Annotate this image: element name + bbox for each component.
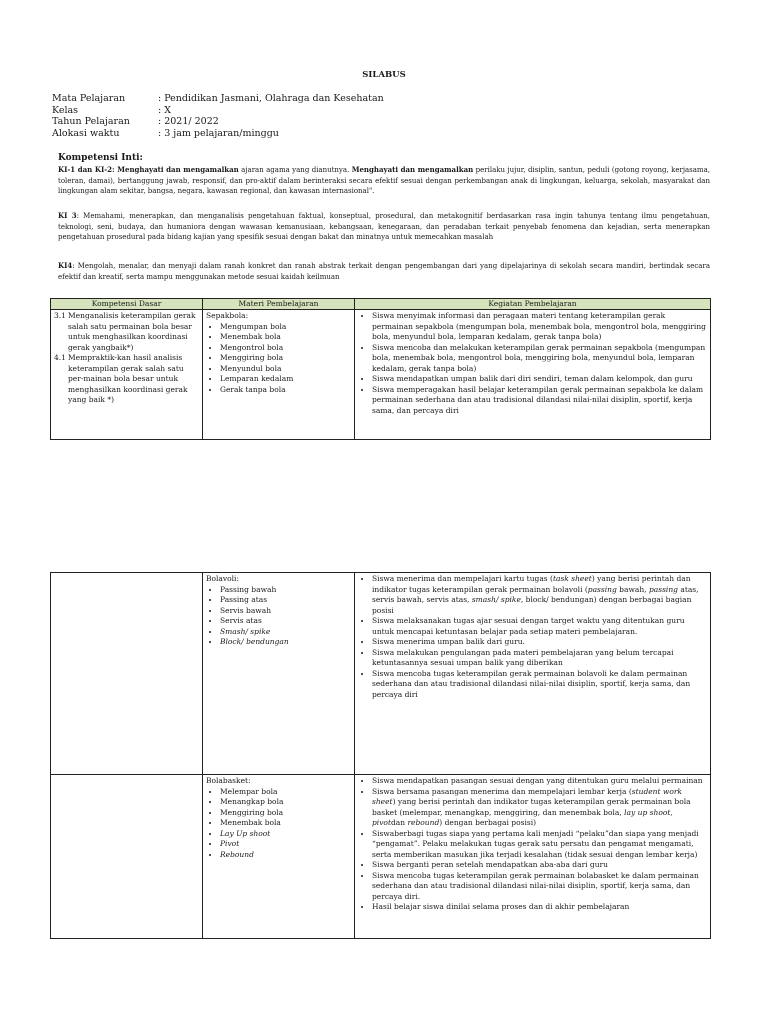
ki12-bold-2: Menghayati dan mengamalkan <box>351 165 474 174</box>
list-item: • Siswa melaksanakan tugas ajar sesuai dengan target waktu yang ditentukan guru untuk mencapai ketuntasan belajar pada setiap materi pembelajaran. <box>372 616 707 637</box>
list-item: • Smash/ spike <box>220 627 351 638</box>
list-item: • Siswa menerima dan mempelajari kartu tugas (task sheet) yang berisi perintah dan indikator tugas keterampilan gerak permainan bolavoli (passing bawah, passing atas, servis bawah, servis atas, smash/ spike, block/ bendungan) dengan berbagai bagian posisi <box>372 574 707 616</box>
list-item: • Lay Up shoot <box>220 829 351 840</box>
materi-list <box>206 322 351 396</box>
info-row <box>52 93 384 105</box>
ki12-text-1: ajaran agama yang dianutnya. <box>238 166 352 174</box>
page-title: SILABUS <box>362 70 406 80</box>
list-item: • Menyundul bola <box>220 364 351 375</box>
list-item: • Siswa mendapatkan umpan balik dari diri sendiri, teman dalam kelompok, dan guru <box>372 374 707 385</box>
header-kegiatan: Kegiatan Pembelajaran <box>355 299 711 310</box>
list-item: • Menembak bola <box>220 332 351 343</box>
list-item: • Siswa mencoba tugas keterampilan gerak permainan bolavoli ke dalam permainan sederhana dan atau tradisional dilandasi nilai-nilai disiplin, sportif, kerja sama, dan percaya diri <box>372 669 707 701</box>
kd-number: 3.1 <box>54 311 66 320</box>
list-item: • Siswa mendapatkan pasangan sesuai dengan yang ditentukan guru melalui permainan <box>372 776 707 787</box>
kegiatan-list <box>358 776 707 913</box>
materi-title: Sepakbola: <box>206 311 249 320</box>
syllabus-table-2 <box>50 572 711 939</box>
kd-item <box>54 311 199 353</box>
list-item: • Rebound <box>220 850 351 861</box>
list-item: • Siswa mencoba tugas keterampilan gerak permainan bolabasket ke dalam permainan sederhana dan atau tradisional dilandasi nilai-nilai disiplin, sportif, kerja sama, dan percaya diri. <box>372 871 707 903</box>
list-item: • Menangkap bola <box>220 797 351 808</box>
list-item: • Mengontrol bola <box>220 343 351 354</box>
ki4-label: KI4 <box>58 261 73 270</box>
table-row <box>51 310 711 440</box>
kegiatan-list <box>358 311 707 416</box>
kd-cell-empty <box>51 775 203 939</box>
info-label: Mata Pelajaran <box>52 93 126 104</box>
list-item: • Servis atas <box>220 616 351 627</box>
list-item: • Siswa mencoba dan melakukan keterampilan gerak permainan sepakbola (mengumpan bola, menembak bola, mengontrol bola, menggiring bola, menyundul bola, lemparan kedalam, gerak tanpa bola) <box>372 343 707 375</box>
ki12-bold-1: : Menghayati dan mengamalkan <box>112 165 239 174</box>
table-header-row <box>51 299 711 310</box>
list-item: • Siswa melakukan pengulangan pada materi pembelajaran yang belum tercapai ketuntasannya sesuai umpan balik yang diberikan <box>372 648 707 669</box>
materi-title: Bolavoli: <box>206 574 239 583</box>
ki3-paragraph <box>58 211 710 243</box>
ki3-text: : Memahami, menerapkan, dan menganalisis pengetahuan faktual, konseptual, prosedural, dan metakognitif berdasarkan rasa ingin tahunya tentang ilmu pengetahuan, teknologi, seni, budaya, dan humaniora dengan wawasan kemanusiaan, kebangsaan, kenegaraan, dan peradaban terkait penyebab fenomena dan kejadian, serta menerapkan pengetahuan prosedural pada bidang kajian yang spesifik sesuai dengan bakat dan minatnya untuk memecahkan masalah <box>58 212 710 241</box>
info-value: : Pendidikan Jasmani, Olahraga dan Kesehatan <box>158 93 384 104</box>
list-item: • Siswa menyimak informasi dan peragaan materi tentang keterampilan gerak permainan sepakbola (mengumpan bola, menembak bola, mengontrol bola, menggiring bola, menyundul bola, lemparan kedalam, gerak tanpa bola) <box>372 311 707 343</box>
header-kd: Kompetensi Dasar <box>51 299 203 310</box>
info-row <box>52 128 384 140</box>
list-item: • Hasil belajar siswa dinilai selama proses dan di akhir pembelajaran <box>372 902 707 913</box>
list-item: • Siswa bersama pasangan menerima dan mempelajari lembar kerja (student work sheet) yang berisi perintah dan indikator tugas keterampilan gerak permainan bola basket (melempar, menangkap, menggiring, dan menembak bola, lay up shoot, pivotdan rebound) dengan berbagai posisi) <box>372 787 707 829</box>
materi-cell <box>203 775 355 939</box>
list-item: • Siswa menerima umpan balik dari guru. <box>372 637 707 648</box>
kd-text: Mempraktik-kan hasil analisis keterampilan gerak salah satu per-mainan bola besar untuk menghasilkan koordinasi gerak yang baik *) <box>68 353 188 404</box>
list-item: • Lemparan kedalam <box>220 374 351 385</box>
list-item: • Block/ bendungan <box>220 637 351 648</box>
materi-list <box>206 585 351 648</box>
list-item: • Pivot <box>220 839 351 850</box>
info-label: Alokasi waktu <box>52 127 120 139</box>
kd-text: Menganalisis keterampilan gerak salah satu permainan bola besar untuk menghasilkan koordinasi gerak yangbaik*) <box>68 311 196 352</box>
list-item: • Servis bawah <box>220 606 351 617</box>
ki4-paragraph <box>58 261 710 282</box>
kd-cell <box>51 310 203 440</box>
materi-cell <box>203 573 355 775</box>
header-materi: Materi Pembelajaran <box>203 299 355 310</box>
kd-item <box>54 353 199 406</box>
kegiatan-list <box>358 574 707 700</box>
materi-list <box>206 787 351 861</box>
list-item: • Menembak bola <box>220 818 351 829</box>
list-item: • Siswa berganti peran setelah mendapatkan aba-aba dari guru <box>372 860 707 871</box>
kegiatan-cell <box>355 310 711 440</box>
ki4-text: : Mengolah, menalar, dan menyaji dalam ranah konkret dan ranah abstrak terkait dengan pengembangan dari yang dipelajarinya di sekolah secara mandiri, bertindak secara efektif dan kreatif, serta mampu menggunakan metode sesuai kaidah keilmuan <box>58 262 710 281</box>
info-value: : X <box>158 104 171 116</box>
ki12-paragraph <box>58 165 710 197</box>
info-value: : 2021/ 2022 <box>158 116 219 127</box>
list-item: • Melempar bola <box>220 787 351 798</box>
info-row <box>52 105 384 117</box>
kegiatan-cell <box>355 775 711 939</box>
kd-cell-empty <box>51 573 203 775</box>
ki12-label: KI-1 dan KI-2 <box>58 165 113 174</box>
list-item: • Passing atas <box>220 595 351 606</box>
kd-number: 4.1 <box>54 353 66 362</box>
materi-cell <box>203 310 355 440</box>
table-row <box>51 775 711 939</box>
list-item: • Siswa memperagakan hasil belajar keterampilan gerak permainan sepakbola ke dalam permainan sederhana dan atau tradisional dilandasi nilai-nilai disiplin, sportif, kerja sama, dan percaya diri <box>372 385 707 417</box>
syllabus-table-1 <box>50 298 711 440</box>
ki3-label: KI 3 <box>58 211 77 220</box>
list-item: • Siswaberbagi tugas siapa yang pertama kali menjadi “pelaku”dan siapa yang menjadi “pengamat”. Pelaku melakukan tugas gerak satu persatu dan pengamat mengamati, serta memberikan masukan jika terjadi kesalahan (tidak sesuai dengan lembar kerja) <box>372 829 707 861</box>
subject-info <box>52 93 384 139</box>
list-item: • Menggiring bola <box>220 808 351 819</box>
kegiatan-cell <box>355 573 711 775</box>
table-row <box>51 573 711 775</box>
list-item: • Menggiring bola <box>220 353 351 364</box>
info-label: Kelas <box>52 104 79 116</box>
list-item: • Passing bawah <box>220 585 351 596</box>
info-value: : 3 jam pelajaran/minggu <box>158 127 279 139</box>
materi-title: Bolabasket: <box>206 776 251 785</box>
info-label: Tahun Pelajaran <box>52 116 130 127</box>
ki12-text-2: perilaku jujur, disiplin, santun, peduli (gotong royong, kerjasama, toleran, damai), bertanggung jawab, responsif, dan pro-aktif dalam berinteraksi secara efektif sesuai dengan perkembangan anak di lingkungan, keluarga, sekolah, masyarakat dan lingkungan alam sekitar, bangsa, negara, kawasan regional, dan kawasan internasional". <box>58 166 710 195</box>
info-row <box>52 116 384 128</box>
ki-heading: Kompetensi Inti: <box>58 153 143 163</box>
list-item: • Gerak tanpa bola <box>220 385 351 396</box>
list-item: • Mengumpan bola <box>220 322 351 333</box>
